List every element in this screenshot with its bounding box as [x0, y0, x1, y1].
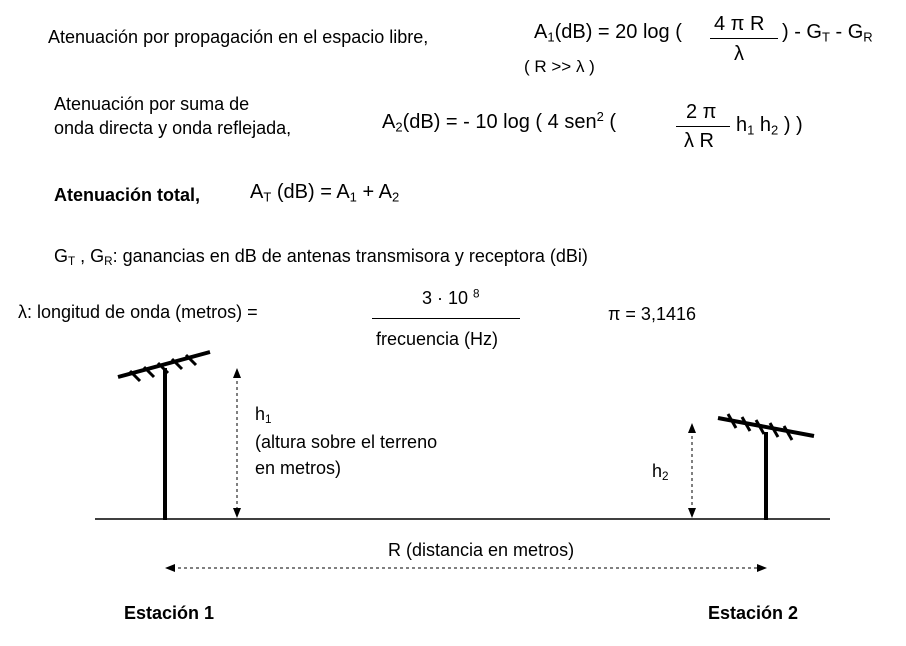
a1-fraction-numerator: 4 π R — [714, 13, 765, 35]
a1-formula-tail: ) - $G_T - G_R$ — [782, 21, 873, 45]
a2-formula-head: $A_2(dB)$ = - 10 log ( 4 sen$^2$ ( — [382, 108, 617, 135]
wavelength-numerator: 3 · 10 $^8$ — [422, 287, 480, 308]
reflected-label-line1: Atenuación por suma de — [54, 94, 250, 114]
a1-fraction-denominator: λ — [734, 43, 744, 65]
h1-label: $h_1$ — [255, 404, 272, 426]
a1-formula-head: $A_1(dB) = 20$ log ( — [534, 21, 682, 45]
reflected-label-line2: onda directa y onda reflejada, — [54, 118, 292, 138]
wavelength-denominator: frecuencia (Hz) — [376, 329, 499, 349]
station-2-label: Estación 2 — [708, 603, 799, 623]
total-formula: $A_T$ $(dB) = A_1 + A_2$ — [250, 181, 400, 205]
distance-label: R (distancia en metros) — [388, 540, 575, 560]
pi-value: π = 3,1416 — [608, 304, 696, 324]
a2-formula-tail: $h_1$ $h_2$ ) ) — [736, 114, 803, 138]
antenna-1-icon — [118, 352, 210, 520]
h1-description-line1: (altura sobre el terreno — [255, 432, 438, 452]
gains-text: $G_T$ , $G_R$: ganancias en dB de antenas transmisora y receptora (dBi) — [54, 246, 588, 268]
a2-fraction-denominator: λ R — [684, 130, 714, 152]
station-1-label: Estación 1 — [124, 603, 215, 623]
a2-fraction-numerator: 2 π — [686, 101, 717, 123]
free-space-label: Atenuación por propagación en el espacio libre, — [48, 27, 429, 47]
antenna-2-icon — [718, 414, 814, 520]
h1-description-line2: en metros) — [255, 458, 342, 478]
wavelength-label: λ: longitud de onda (metros) = — [18, 302, 258, 322]
total-label: Atenuación total, — [54, 185, 201, 205]
h2-label: $h_2$ — [652, 461, 669, 483]
a1-condition: ( R >> λ ) — [524, 57, 595, 76]
